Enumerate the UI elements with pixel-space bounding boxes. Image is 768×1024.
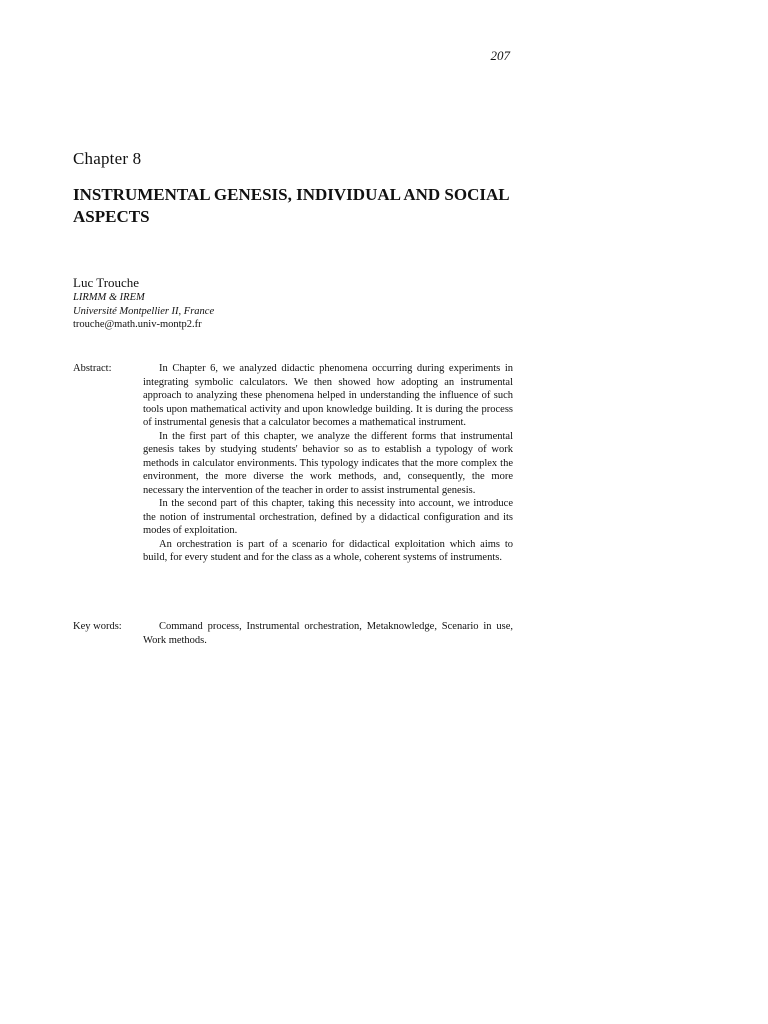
abstract-paragraph: In Chapter 6, we analyzed didactic phenomena occurring during experiments in integrating symbolic calculators. We then showed how adopting an instrumental approach to analyzing these phenomena helped in understanding the influence of such tools upon mathematical activity and upon knowledge building. It is during the process of instrumental genesis that a calculator becomes a mathematical instrument. <box>143 363 513 428</box>
keywords-text: Command process, Instrumental orchestration, Metaknowledge, Scenario in use, Work methods. <box>143 621 513 646</box>
author-affiliation-university: Université Montpellier II, France <box>73 305 215 317</box>
author-name: Luc Trouche <box>73 275 140 290</box>
keywords-body <box>143 620 513 647</box>
author-email: trouche@math.univ-montp2.fr <box>73 319 202 330</box>
abstract-label: Abstract: <box>73 363 112 374</box>
abstract-body <box>143 362 513 565</box>
abstract-paragraph: In the first part of this chapter, we analyze the different forms that instrumental genesis takes by studying students' behavior so as to establish a typology of work methods in calculator environments. This typology indicates that the more complex the environment, the more diverse the work methods, and, consequently, the more necessary the intervention of the teacher in order to assist instrumental genesis. <box>143 430 513 496</box>
author-block <box>73 274 373 332</box>
page-number: 207 <box>490 48 510 63</box>
keywords-label: Key words: <box>73 621 122 632</box>
abstract-paragraph: An orchestration is part of a scenario for didactical exploitation which aims to build, for every student and for the class as a whole, coherent systems of instruments. <box>143 538 513 563</box>
abstract-paragraph: In the second part of this chapter, taking this necessity into account, we introduce the notion of instrumental orchestration, defined by a didactical configuration and its modes of exploitation. <box>143 498 513 536</box>
chapter-title: INSTRUMENTAL GENESIS, INDIVIDUAL AND SOCIAL ASPECTS <box>73 185 509 226</box>
author-affiliation-lab: LIRMM & IREM <box>73 292 145 303</box>
chapter-label: Chapter 8 <box>73 149 142 168</box>
